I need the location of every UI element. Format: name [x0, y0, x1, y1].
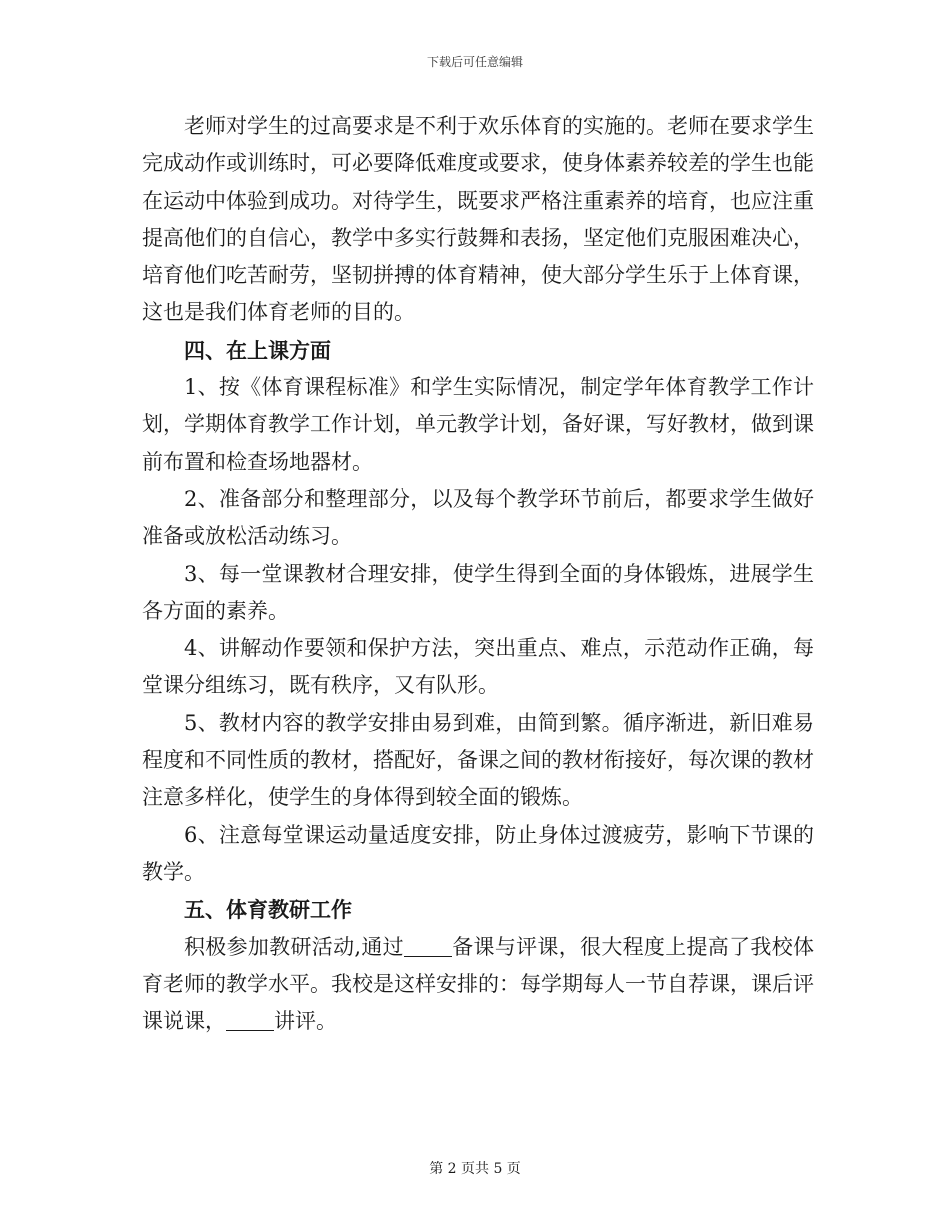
- list-item-5: 5、教材内容的教学安排由易到难，由简到繁。循序渐进，新旧难易程度和不同性质的教材，搭配好，备课之间的教材衔接好，每次课的教材注意多样化，使学生的身体得到较全面的锻炼。: [142, 710, 814, 810]
- fill-in-blank: [404, 935, 452, 957]
- research-text-c: 讲评。: [274, 1009, 337, 1034]
- fill-in-blank: [226, 1009, 274, 1031]
- document-body: [142, 108, 814, 1040]
- paragraph-intro: 老师对学生的过高要求是不利于欢乐体育的实施的。老师在要求学生完成动作或训练时，可必要降低难度或要求，使身体素养较差的学生也能在运动中体验到成功。对待学生，既要求严格注重素养的培育，也应注重提高他们的自信心，教学中多实行鼓舞和表扬，坚定他们克服困难决心，培育他们吃苦耐劳，坚韧拼搏的体育精神，使大部分学生乐于上体育课，这也是我们体育老师的目的。: [142, 114, 814, 325]
- research-text-a: 积极参加教研活动,通过: [184, 934, 404, 959]
- list-item-4: 4、讲解动作要领和保护方法，突出重点、难点，示范动作正确，每堂课分组练习，既有秩序，又有队形。: [142, 636, 814, 698]
- page-header: 下载后可任意编辑: [426, 55, 523, 69]
- section-heading-4: 四、在上课方面: [184, 337, 331, 363]
- page-footer: 第 2 页共 5 页: [429, 1161, 521, 1177]
- list-item-6: 6、注意每堂课运动量适度安排，防止身体过渡疲劳，影响下节课的教学。: [142, 822, 814, 884]
- list-item-1: 1、按《体育课程标准》和学生实际情况，制定学年体育教学工作计划，学期体育教学工作计划，单元教学计划，备好课，写好教材，做到课前布置和检查场地器材。: [142, 375, 814, 474]
- section-heading-5: 五、体育教研工作: [184, 897, 352, 923]
- research-text-b: 备课与评课，很大程度上提高了我校体育老师的教学水平。我校是这样安排的：每学期每人一节自荐课，课后评课说课，: [142, 934, 814, 1034]
- list-item-3: 3、每一堂课教材合理安排，使学生得到全面的身体锻炼，进展学生各方面的素养。: [142, 561, 814, 623]
- list-item-2: 2、准备部分和整理部分，以及每个教学环节前后，都要求学生做好准备或放松活动练习。: [142, 486, 814, 549]
- paragraph-research: [142, 929, 814, 1041]
